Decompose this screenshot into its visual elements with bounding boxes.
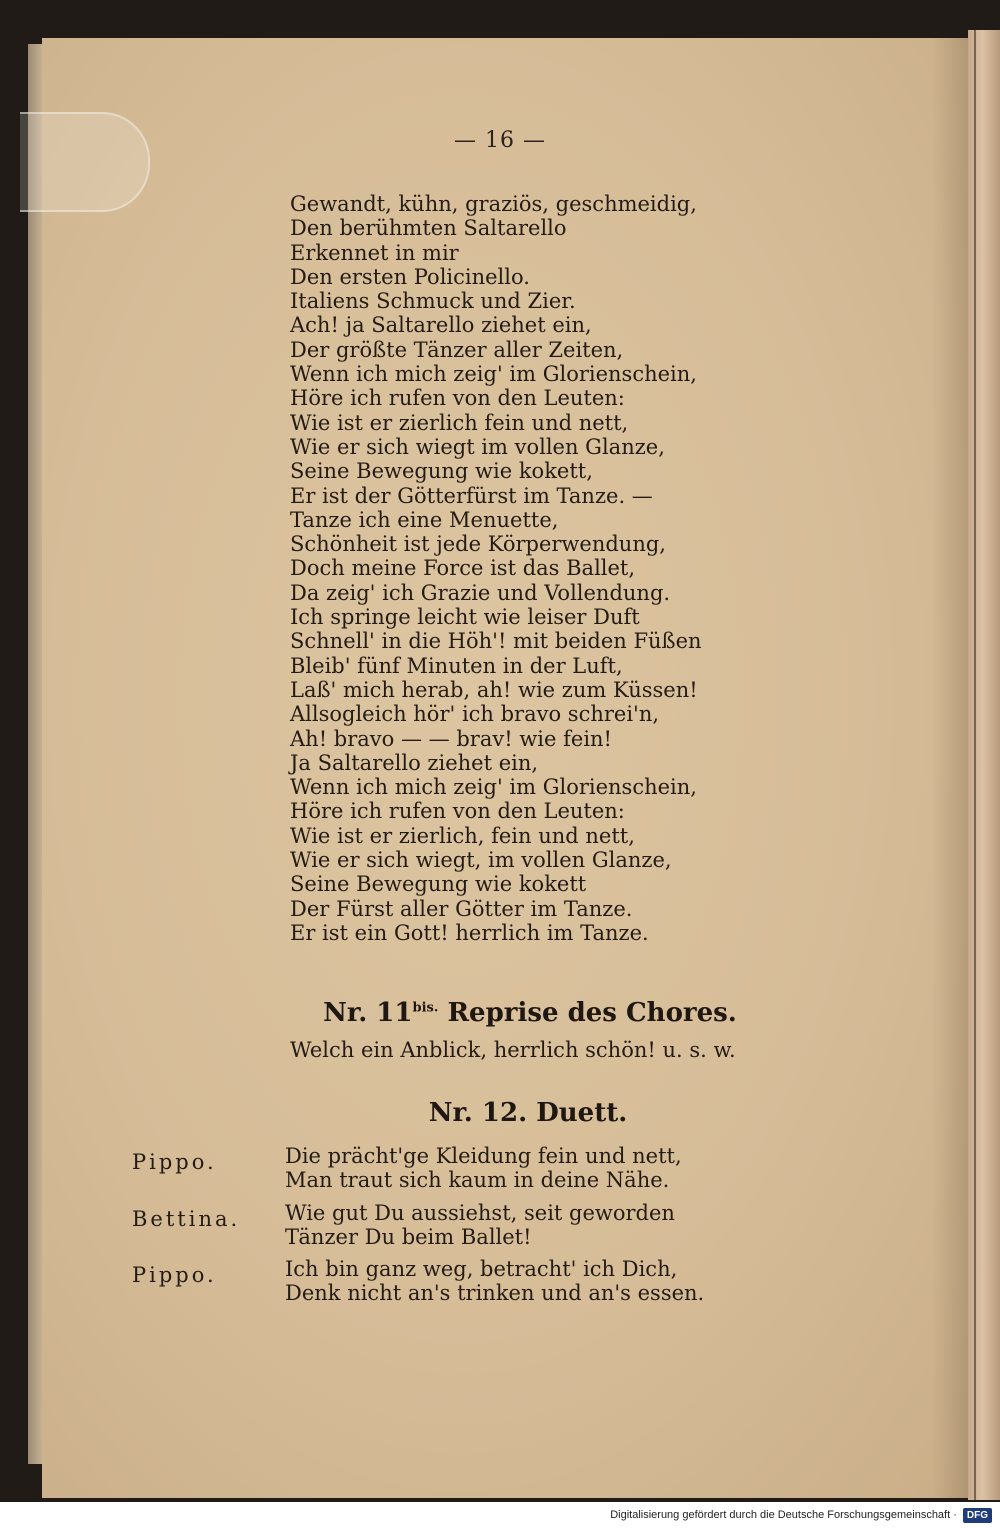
duet-dialogue bbox=[132, 1144, 932, 1314]
verse-line: Seine Bewegung wie kokett, bbox=[290, 459, 593, 484]
verse-line: Italiens Schmuck und Zier. bbox=[290, 289, 576, 314]
speaker-name: Pippo. bbox=[132, 1263, 217, 1288]
dialogue-line: Denk nicht an's trinken und an's essen. bbox=[285, 1281, 705, 1306]
binding-edge bbox=[974, 30, 976, 1500]
verse-line: Der Fürst aller Götter im Tanze. bbox=[290, 896, 633, 921]
verse-line: Wie ist er zierlich fein und nett, bbox=[290, 410, 629, 435]
verse-line: Höre ich rufen von den Leuten: bbox=[290, 799, 625, 824]
verse-line: Wie er sich wiegt, im vollen Glanze, bbox=[290, 848, 672, 873]
verse-line: Tanze ich eine Menuette, bbox=[290, 507, 559, 532]
dialogue-lines bbox=[285, 1257, 704, 1306]
verse-line: Ah! bravo — — brav! wie fein! bbox=[290, 726, 612, 751]
verse-line: Er ist der Götterfürst im Tanze. — bbox=[290, 483, 653, 508]
verse-block bbox=[290, 192, 702, 945]
dialogue-line: Die prächt'ge Kleidung fein und nett, bbox=[285, 1144, 682, 1168]
dialogue-line: Wie gut Du aussiehst, seit geworden bbox=[285, 1200, 675, 1225]
funding-notice: Digitalisierung gefördert durch die Deutsche Forschungsgemeinschaft · bbox=[610, 1509, 957, 1521]
verse-line: Ich springe leicht wie leiser Duft bbox=[290, 605, 640, 630]
dialogue-lines bbox=[285, 1201, 675, 1250]
digitization-footer bbox=[0, 1502, 1000, 1528]
dialogue-line: Ich bin ganz weg, betracht' ich Dich, bbox=[285, 1257, 678, 1282]
verse-line: Ach! ja Saltarello ziehet ein, bbox=[290, 313, 592, 338]
verse-line: Erkennet in mir bbox=[290, 240, 459, 265]
verse-line: Den berühmten Saltarello bbox=[290, 216, 567, 241]
page-gutter-shadow bbox=[932, 38, 972, 1498]
section-heading-11bis bbox=[30, 998, 1000, 1028]
book-binding bbox=[968, 30, 1000, 1500]
verse-line: Wenn ich mich zeig' im Glorienschein, bbox=[290, 775, 697, 800]
dialogue-line: Tänzer Du beim Ballet! bbox=[285, 1224, 532, 1249]
verse-line: Seine Bewegung wie kokett bbox=[290, 872, 587, 897]
verse-line: Doch meine Force ist das Ballet, bbox=[290, 556, 636, 581]
section-number-suffix: bis. bbox=[412, 1000, 439, 1016]
verse-line: Wie er sich wiegt im vollen Glanze, bbox=[290, 434, 665, 459]
chorus-line: Welch ein Anblick, herrlich schön! u. s. w. bbox=[290, 1038, 736, 1062]
verse-line: Er ist ein Gott! herrlich im Tanze. bbox=[290, 920, 649, 945]
dialogue-lines bbox=[285, 1144, 682, 1193]
dialogue-line: Man traut sich kaum in deine Nähe. bbox=[285, 1168, 670, 1193]
page-number: — 16 — bbox=[454, 128, 546, 153]
verse-line: Schnell' in die Höh'! mit beiden Füßen bbox=[290, 629, 702, 654]
verse-line: Gewandt, kühn, graziös, geschmeidig, bbox=[290, 192, 697, 216]
section-heading-12: Nr. 12. Duett. bbox=[428, 1098, 628, 1128]
verse-line: Wenn ich mich zeig' im Glorienschein, bbox=[290, 362, 697, 387]
verse-line: Laß' mich herab, ah! wie zum Küssen! bbox=[290, 677, 698, 702]
section-number: Nr. 11 bbox=[323, 998, 413, 1028]
verse-line: Schönheit ist jede Körperwendung, bbox=[290, 532, 666, 557]
verse-line: Der größte Tänzer aller Zeiten, bbox=[290, 337, 624, 362]
verse-line: Wie ist er zierlich, fein und nett, bbox=[290, 823, 635, 848]
section-title: Reprise des Chores. bbox=[447, 998, 737, 1028]
dfg-logo: DFG bbox=[963, 1508, 992, 1523]
dialogue-exchange bbox=[132, 1257, 932, 1306]
verse-line: Bleib' fünf Minuten in der Luft, bbox=[290, 653, 623, 678]
clear-plastic-clip bbox=[20, 112, 150, 212]
dialogue-exchange bbox=[132, 1144, 932, 1193]
verse-line: Allsogleich hör' ich bravo schrei'n, bbox=[290, 702, 660, 727]
verse-line: Höre ich rufen von den Leuten: bbox=[290, 386, 625, 411]
speaker-name: Pippo. bbox=[132, 1150, 217, 1174]
verse-line: Den ersten Policinello. bbox=[290, 264, 530, 289]
speaker-name: Bettina. bbox=[132, 1206, 241, 1231]
verse-line: Da zeig' ich Grazie und Vollendung. bbox=[290, 580, 671, 605]
dialogue-exchange bbox=[132, 1201, 932, 1250]
verse-line: Ja Saltarello ziehet ein, bbox=[290, 750, 539, 775]
